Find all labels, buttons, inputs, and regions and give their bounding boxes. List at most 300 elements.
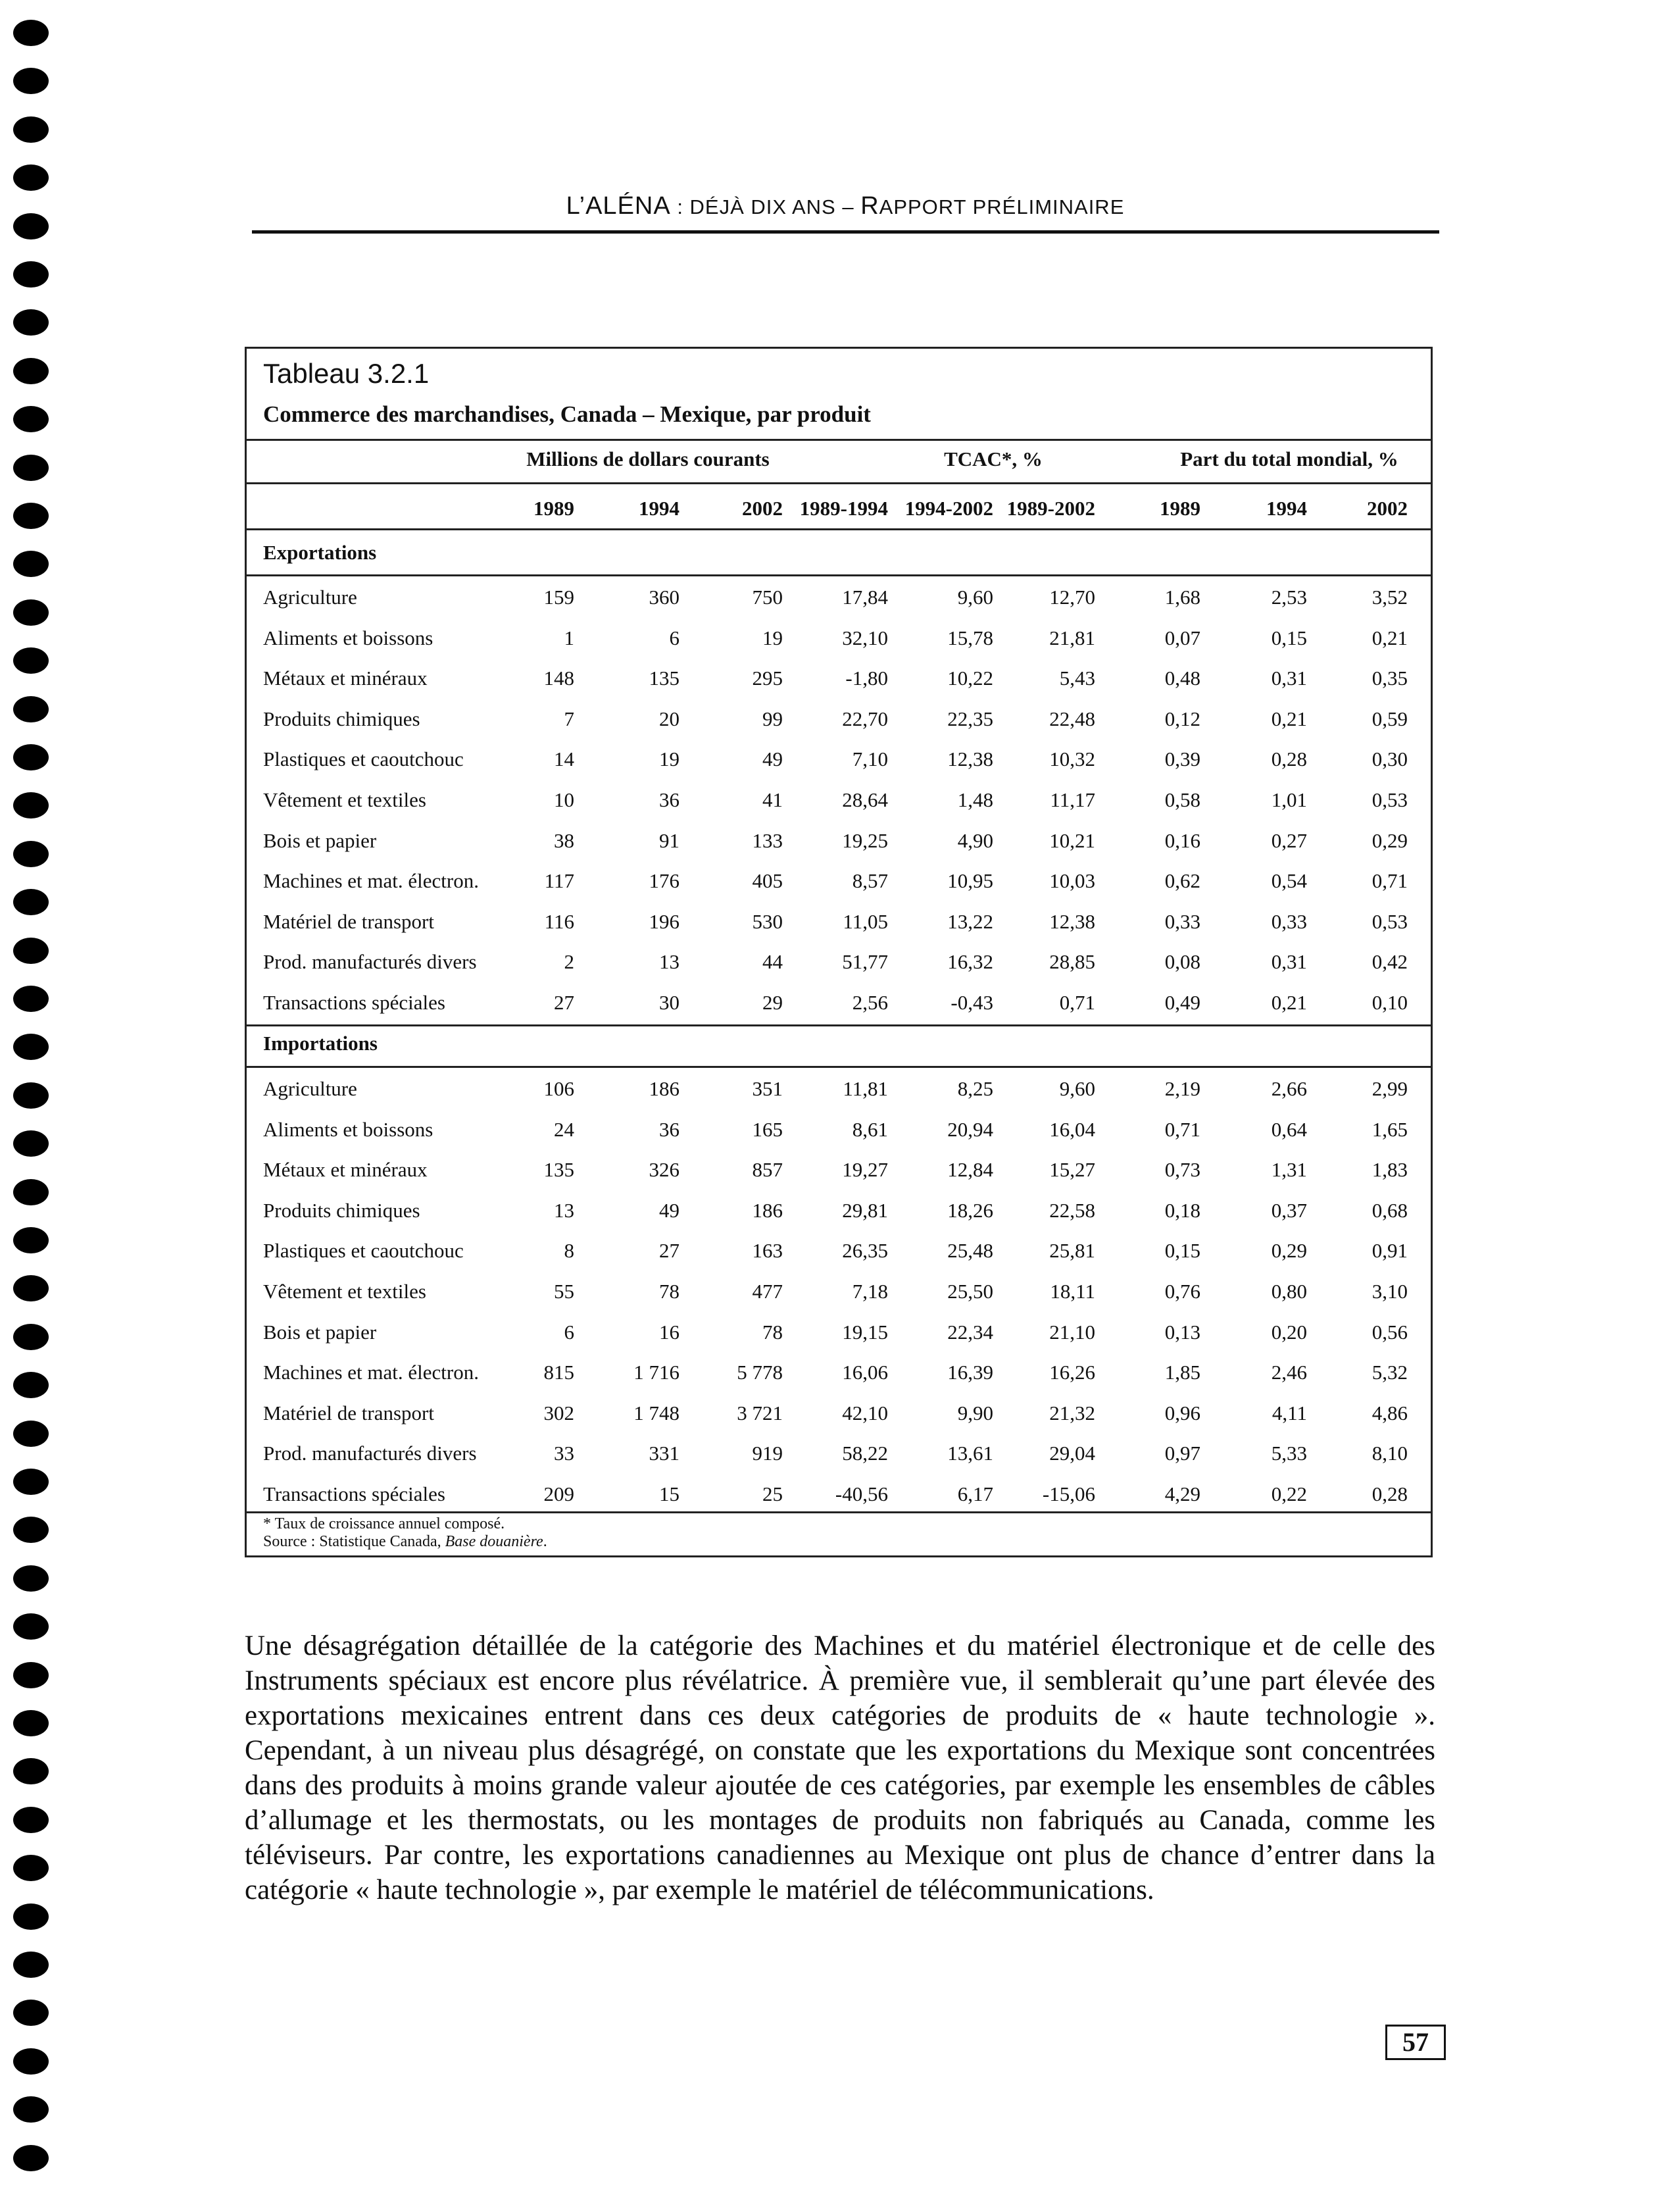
binder-hole	[13, 792, 49, 819]
table-cell: 8,25	[957, 1077, 993, 1100]
table-cell: 0,28	[1271, 747, 1307, 771]
table-cell: 19	[659, 747, 679, 771]
row-label: Agriculture	[263, 586, 357, 609]
table-cell: 5,43	[1059, 667, 1095, 690]
table-cell: 1,83	[1371, 1158, 1408, 1182]
table-cell: 0,13	[1164, 1320, 1200, 1344]
body-paragraph: Une désagrégation détaillée de la catégorie des Machines et du matériel électronique et de celle des Instruments spéciaux est encore plus révélatrice. À première vue, il semblerait qu’une part élevée des exportations mexicaines entrent dans ces deux catégories de produits de « haute technologie ». Cependant, à un niveau plus désagrégé, on constate que les exportations du Mexique sont concentrées dans des produits à moins grande valeur ajoutée de ces catégories, par exemple les ensembles de câbles d’allumage et les thermostats, ou les montages de produits non fabriqués au Canada, comme les téléviseurs. Par contre, les exportations canadiennes au Mexique ont plus de chance d’entrer dans la catégorie « haute technologie », par exemple le matériel de télécommunications.	[245, 1630, 1435, 1905]
table-cell: 2,99	[1371, 1077, 1408, 1100]
source-name: Base douanière	[445, 1533, 543, 1550]
table-cell: 16,04	[1049, 1117, 1095, 1141]
table-row	[247, 707, 1431, 747]
table-cell: 331	[649, 1442, 679, 1465]
binder-hole	[13, 1903, 49, 1930]
table-cell: 22,70	[842, 707, 888, 730]
table-cell: -0,43	[951, 991, 993, 1014]
binder-hole	[13, 213, 49, 239]
table-cell: 3,52	[1371, 586, 1408, 609]
footnote-rule	[247, 1511, 1431, 1513]
group-header-tcac: TCAC*, %	[944, 447, 1043, 470]
table-cell: 1,01	[1271, 788, 1307, 811]
table-cell: 19,15	[842, 1320, 888, 1344]
row-label: Machines et mat. électron.	[263, 1361, 479, 1384]
binder-hole	[13, 1275, 49, 1301]
binder-hole	[13, 1952, 49, 1978]
table-cell: 78	[762, 1320, 783, 1344]
table-cell: 15,27	[1049, 1158, 1095, 1182]
table-cell: 10,22	[947, 667, 993, 690]
binder-hole	[13, 68, 49, 94]
table-cell: 530	[752, 909, 783, 933]
table-cell: 165	[752, 1117, 783, 1141]
table-cell: 20,94	[947, 1117, 993, 1141]
table-cell: 11,05	[843, 909, 888, 933]
column-header: 1994	[639, 497, 679, 520]
table-cell: 9,60	[1059, 1077, 1095, 1100]
binder-hole	[13, 261, 49, 288]
table-cell: 0,21	[1271, 707, 1307, 730]
table-row	[247, 869, 1431, 909]
table-row	[247, 1199, 1431, 1238]
table-cell: 0,33	[1164, 909, 1200, 933]
binder-hole	[13, 841, 49, 867]
table-row	[247, 910, 1431, 949]
binder-hole	[13, 2000, 49, 2026]
source-prefix: Source : Statistique Canada,	[263, 1533, 445, 1550]
table-source	[263, 1533, 547, 1551]
table-cell: 5,32	[1371, 1361, 1408, 1384]
table-cell: 163	[752, 1239, 783, 1263]
table-cell: 0,71	[1059, 991, 1095, 1014]
table-cell: 51,77	[842, 950, 888, 974]
binder-hole	[13, 1179, 49, 1205]
table-cell: 6	[669, 626, 679, 649]
table-cell: 8,10	[1371, 1442, 1408, 1465]
table-cell: 1 748	[633, 1401, 679, 1424]
running-header-title: L’ALÉNA	[566, 192, 671, 220]
table-cell: 295	[752, 667, 783, 690]
table-row	[247, 667, 1431, 706]
table-cell: 22,34	[947, 1320, 993, 1344]
table-cell: 815	[543, 1361, 574, 1384]
binder-hole	[13, 164, 49, 191]
table-cell: 12,38	[1049, 909, 1095, 933]
table-cell: 22,35	[947, 707, 993, 730]
table-cell: 4,11	[1272, 1401, 1307, 1424]
table-cell: 10	[554, 788, 574, 811]
binder-hole	[13, 116, 49, 143]
table-cell: 2,53	[1271, 586, 1307, 609]
table-cell: 1,85	[1164, 1361, 1200, 1384]
table-cell: 919	[752, 1442, 783, 1465]
table-row	[247, 1239, 1431, 1278]
table-cell: 2,46	[1271, 1361, 1307, 1384]
table-cell: 1,48	[957, 788, 993, 811]
table-row	[247, 788, 1431, 828]
table-cell: 477	[752, 1280, 783, 1303]
table-cell: 32,10	[842, 626, 888, 649]
column-header: 1989	[533, 497, 574, 520]
table-cell: 0,62	[1164, 869, 1200, 893]
table-cell: 33	[554, 1442, 574, 1465]
table-cell: 133	[752, 828, 783, 852]
table-cell: 58,22	[842, 1442, 888, 1465]
imports-rule	[247, 1066, 1431, 1068]
table-cell: 4,90	[957, 828, 993, 852]
column-header: 2002	[1367, 497, 1408, 520]
row-label: Matériel de transport	[263, 909, 434, 933]
table-cell: 1	[564, 626, 574, 649]
table-cell: 8	[564, 1239, 574, 1263]
table-cell: 0,37	[1271, 1198, 1307, 1222]
table-cell: 6,17	[957, 1482, 993, 1505]
table-cell: 1 716	[633, 1361, 679, 1384]
column-header: 1989-2002	[1006, 497, 1095, 520]
table-cell: 117	[544, 869, 574, 893]
section-label-imports: Importations	[263, 1032, 378, 1055]
table-row	[247, 747, 1431, 787]
table-cell: 15	[659, 1482, 679, 1505]
binder-hole	[13, 1227, 49, 1253]
binder-hole	[13, 1807, 49, 1833]
table-cell: 9,90	[957, 1401, 993, 1424]
table-cell: 20	[659, 707, 679, 730]
binder-hole	[13, 1613, 49, 1640]
table-cell: 13	[554, 1198, 574, 1222]
binder-hole	[13, 1421, 49, 1447]
table-cell: 13	[659, 950, 679, 974]
row-label: Prod. manufacturés divers	[263, 1442, 477, 1465]
binder-hole	[13, 647, 49, 674]
binder-hole	[13, 986, 49, 1012]
table-cell: 11,17	[1050, 788, 1095, 811]
row-label: Vêtement et textiles	[263, 788, 426, 811]
table-cell: 2,66	[1271, 1077, 1307, 1100]
binder-hole	[13, 503, 49, 529]
row-label: Aliments et boissons	[263, 626, 433, 649]
binder-hole	[13, 2096, 49, 2123]
binder-hole	[13, 1469, 49, 1495]
table-row	[247, 1321, 1431, 1360]
table-cell: 116	[544, 909, 574, 933]
table-cell: 0,73	[1164, 1158, 1200, 1182]
binder-hole	[13, 1324, 49, 1350]
table-cell: 9,60	[957, 586, 993, 609]
table-cell: 0,21	[1371, 626, 1408, 649]
running-header	[253, 192, 1437, 220]
column-header: 1994	[1266, 497, 1307, 520]
table-cell: 0,31	[1271, 950, 1307, 974]
binder-hole	[13, 1565, 49, 1592]
table-cell: 1,65	[1371, 1117, 1408, 1141]
binder-hole	[13, 599, 49, 626]
table-cell: 0,15	[1271, 626, 1307, 649]
table-cell: 1,68	[1164, 586, 1200, 609]
table-row	[247, 1118, 1431, 1157]
binder-hole	[13, 1034, 49, 1060]
table-row	[247, 626, 1431, 666]
table-cell: 0,48	[1164, 667, 1200, 690]
column-header: 1989	[1160, 497, 1200, 520]
row-label: Transactions spéciales	[263, 991, 445, 1014]
table-cell: 2,19	[1164, 1077, 1200, 1100]
table-cell: 7,10	[852, 747, 888, 771]
table-cell: 10,32	[1049, 747, 1095, 771]
table-cell: 0,20	[1271, 1320, 1307, 1344]
table-cell: 41	[762, 788, 783, 811]
table-cell: 1,31	[1271, 1158, 1307, 1182]
table-cell: 0,42	[1371, 950, 1408, 974]
binder-hole	[13, 744, 49, 770]
section-label-exports: Exportations	[263, 541, 377, 564]
table-cell: 0,64	[1271, 1117, 1307, 1141]
row-label: Transactions spéciales	[263, 1482, 445, 1505]
table-cell: 0,53	[1371, 788, 1408, 811]
table-cell: 2	[564, 950, 574, 974]
table-cell: 0,58	[1164, 788, 1200, 811]
table-cell: 18,26	[947, 1198, 993, 1222]
table-cell: 78	[659, 1280, 679, 1303]
table-cell: 5,33	[1271, 1442, 1307, 1465]
table-cell: 12,38	[947, 747, 993, 771]
table-cell: 14	[554, 747, 574, 771]
table-cell: 0,54	[1271, 869, 1307, 893]
table-cell: 27	[659, 1239, 679, 1263]
table-row	[247, 1442, 1431, 1481]
column-header: 2002	[742, 497, 783, 520]
row-label: Métaux et minéraux	[263, 667, 428, 690]
table-cell: 29,04	[1049, 1442, 1095, 1465]
table-cell: 13,22	[947, 909, 993, 933]
table-cell: 29	[762, 991, 783, 1014]
table-cell: 16,39	[947, 1361, 993, 1384]
table-cell: 44	[762, 950, 783, 974]
binder-hole	[13, 358, 49, 384]
table-cell: 0,28	[1371, 1482, 1408, 1505]
table-rule-top	[247, 439, 1431, 441]
table-cell: 0,35	[1371, 667, 1408, 690]
table-title: Commerce des marchandises, Canada – Mexique, par produit	[263, 401, 871, 427]
table-cell: 0,07	[1164, 626, 1200, 649]
table-cell: 22,48	[1049, 707, 1095, 730]
table-cell: 11,81	[843, 1077, 888, 1100]
table-cell: 0,76	[1164, 1280, 1200, 1303]
binder-hole	[13, 1372, 49, 1398]
table-cell: -40,56	[835, 1482, 888, 1505]
table-cell: 25,48	[947, 1239, 993, 1263]
table-cell: 13,61	[947, 1442, 993, 1465]
running-header-subtitle: : DÉJÀ DIX ANS –	[670, 195, 861, 218]
binder-hole	[13, 1710, 49, 1736]
binder-hole	[13, 1662, 49, 1688]
row-label: Plastiques et caoutchouc	[263, 1239, 464, 1263]
binder-hole	[13, 1130, 49, 1157]
table-cell: 28,64	[842, 788, 888, 811]
table-cell: 0,71	[1164, 1117, 1200, 1141]
running-header-report-initial: R	[860, 192, 879, 220]
table-cell: 22,58	[1049, 1198, 1095, 1222]
table-cell: 209	[543, 1482, 574, 1505]
table-row	[247, 829, 1431, 869]
table-cell: 6	[564, 1320, 574, 1344]
table-cell: 4,29	[1164, 1482, 1200, 1505]
table-cell: 3,10	[1371, 1280, 1408, 1303]
table-cell: -1,80	[845, 667, 888, 690]
page-number: 57	[1385, 2025, 1446, 2060]
group-header-millions: Millions de dollars courants	[526, 447, 770, 470]
table-cell: 0,53	[1371, 909, 1408, 933]
table-cell: 360	[649, 586, 679, 609]
data-table	[245, 347, 1433, 1557]
table-cell: 0,10	[1371, 991, 1408, 1014]
binder-hole	[13, 455, 49, 481]
table-cell: 91	[659, 828, 679, 852]
table-cell: 19,27	[842, 1158, 888, 1182]
binder-hole	[13, 2145, 49, 2171]
table-cell: 0,27	[1271, 828, 1307, 852]
table-cell: 21,32	[1049, 1401, 1095, 1424]
table-cell: 19	[762, 626, 783, 649]
table-cell: 857	[752, 1158, 783, 1182]
binder-hole	[13, 406, 49, 432]
table-cell: 12,84	[947, 1158, 993, 1182]
row-label: Plastiques et caoutchouc	[263, 747, 464, 771]
table-cell: 18,11	[1050, 1280, 1095, 1303]
table-cell: 0,33	[1271, 909, 1307, 933]
binder-hole	[13, 1855, 49, 1881]
table-cell: 19,25	[842, 828, 888, 852]
table-cell: 0,96	[1164, 1401, 1200, 1424]
table-cell: 0,15	[1164, 1239, 1200, 1263]
column-header: 1989-1994	[799, 497, 888, 520]
table-cell: 28,85	[1049, 950, 1095, 974]
table-cell: 135	[543, 1158, 574, 1182]
table-cell: 0,29	[1271, 1239, 1307, 1263]
row-label: Produits chimiques	[263, 1198, 420, 1222]
imports-rule-top	[247, 1024, 1431, 1026]
table-cell: 148	[543, 667, 574, 690]
binder-hole	[13, 938, 49, 964]
table-cell: 49	[659, 1198, 679, 1222]
table-cell: 12,70	[1049, 586, 1095, 609]
table-cell: 99	[762, 707, 783, 730]
table-cell: 7,18	[852, 1280, 888, 1303]
table-cell: 16,26	[1049, 1361, 1095, 1384]
table-cell: 25,50	[947, 1280, 993, 1303]
table-cell: 24	[554, 1117, 574, 1141]
source-suffix: .	[543, 1533, 547, 1550]
table-cell: 2,56	[852, 991, 888, 1014]
table-cell: 30	[659, 991, 679, 1014]
table-cell: 186	[649, 1077, 679, 1100]
table-cell: 0,91	[1371, 1239, 1408, 1263]
table-row	[247, 1401, 1431, 1441]
table-cell: 176	[649, 869, 679, 893]
row-label: Matériel de transport	[263, 1401, 434, 1424]
table-cell: 49	[762, 747, 783, 771]
binder-hole	[13, 551, 49, 577]
row-label: Prod. manufacturés divers	[263, 950, 477, 974]
binder-hole	[13, 1082, 49, 1109]
table-cell: 0,97	[1164, 1442, 1200, 1465]
table-footnote: * Taux de croissance annuel composé.	[263, 1515, 505, 1532]
table-cell: 7	[564, 707, 574, 730]
table-cell: 0,71	[1371, 869, 1408, 893]
table-cell: 106	[543, 1077, 574, 1100]
table-cell: 159	[543, 586, 574, 609]
row-label: Bois et papier	[263, 1320, 377, 1344]
table-cell: 29,81	[842, 1198, 888, 1222]
table-cell: 55	[554, 1280, 574, 1303]
table-cell: 16,32	[947, 950, 993, 974]
table-cell: 16	[659, 1320, 679, 1344]
table-cell: 3 721	[737, 1401, 783, 1424]
table-cell: 5 778	[737, 1361, 783, 1384]
table-cell: 26,35	[842, 1239, 888, 1263]
table-cell: 25	[762, 1482, 783, 1505]
table-cell: 0,39	[1164, 747, 1200, 771]
table-row	[247, 1158, 1431, 1197]
table-row	[247, 1077, 1431, 1117]
binder-holes	[13, 20, 53, 2178]
table-cell: 750	[752, 586, 783, 609]
binder-hole	[13, 1517, 49, 1543]
table-cell: 10,21	[1049, 828, 1095, 852]
table-cell: 0,49	[1164, 991, 1200, 1014]
table-cell: 10,95	[947, 869, 993, 893]
table-cell: 0,31	[1271, 667, 1307, 690]
table-cell: 0,16	[1164, 828, 1200, 852]
table-cell: 0,21	[1271, 991, 1307, 1014]
table-cell: 8,61	[852, 1117, 888, 1141]
table-cell: 0,68	[1371, 1198, 1408, 1222]
row-label: Aliments et boissons	[263, 1117, 433, 1141]
table-cell: 186	[752, 1198, 783, 1222]
table-cell: 405	[752, 869, 783, 893]
running-header-report: APPORT PRÉLIMINAIRE	[879, 195, 1125, 218]
table-cell: 36	[659, 788, 679, 811]
group-header-rule	[247, 482, 1431, 484]
table-cell: 17,84	[842, 586, 888, 609]
table-cell: 0,30	[1371, 747, 1408, 771]
table-cell: 25,81	[1049, 1239, 1095, 1263]
table-cell: 0,08	[1164, 950, 1200, 974]
binder-hole	[13, 1758, 49, 1784]
table-cell: -15,06	[1042, 1482, 1095, 1505]
table-cell: 0,22	[1271, 1482, 1307, 1505]
table-row	[247, 586, 1431, 625]
row-label: Métaux et minéraux	[263, 1158, 428, 1182]
row-label: Vêtement et textiles	[263, 1280, 426, 1303]
table-cell: 0,59	[1371, 707, 1408, 730]
table-row	[247, 1361, 1431, 1400]
binder-hole	[13, 696, 49, 722]
table-cell: 0,80	[1271, 1280, 1307, 1303]
binder-hole	[13, 20, 49, 46]
row-label: Produits chimiques	[263, 707, 420, 730]
row-label: Bois et papier	[263, 828, 377, 852]
table-cell: 0,12	[1164, 707, 1200, 730]
row-label: Agriculture	[263, 1077, 357, 1100]
table-row	[247, 950, 1431, 990]
table-cell: 15,78	[947, 626, 993, 649]
table-cell: 196	[649, 909, 679, 933]
table-cell: 4,86	[1371, 1401, 1408, 1424]
table-cell: 135	[649, 667, 679, 690]
table-cell: 302	[543, 1401, 574, 1424]
table-cell: 38	[554, 828, 574, 852]
table-cell: 0,29	[1371, 828, 1408, 852]
